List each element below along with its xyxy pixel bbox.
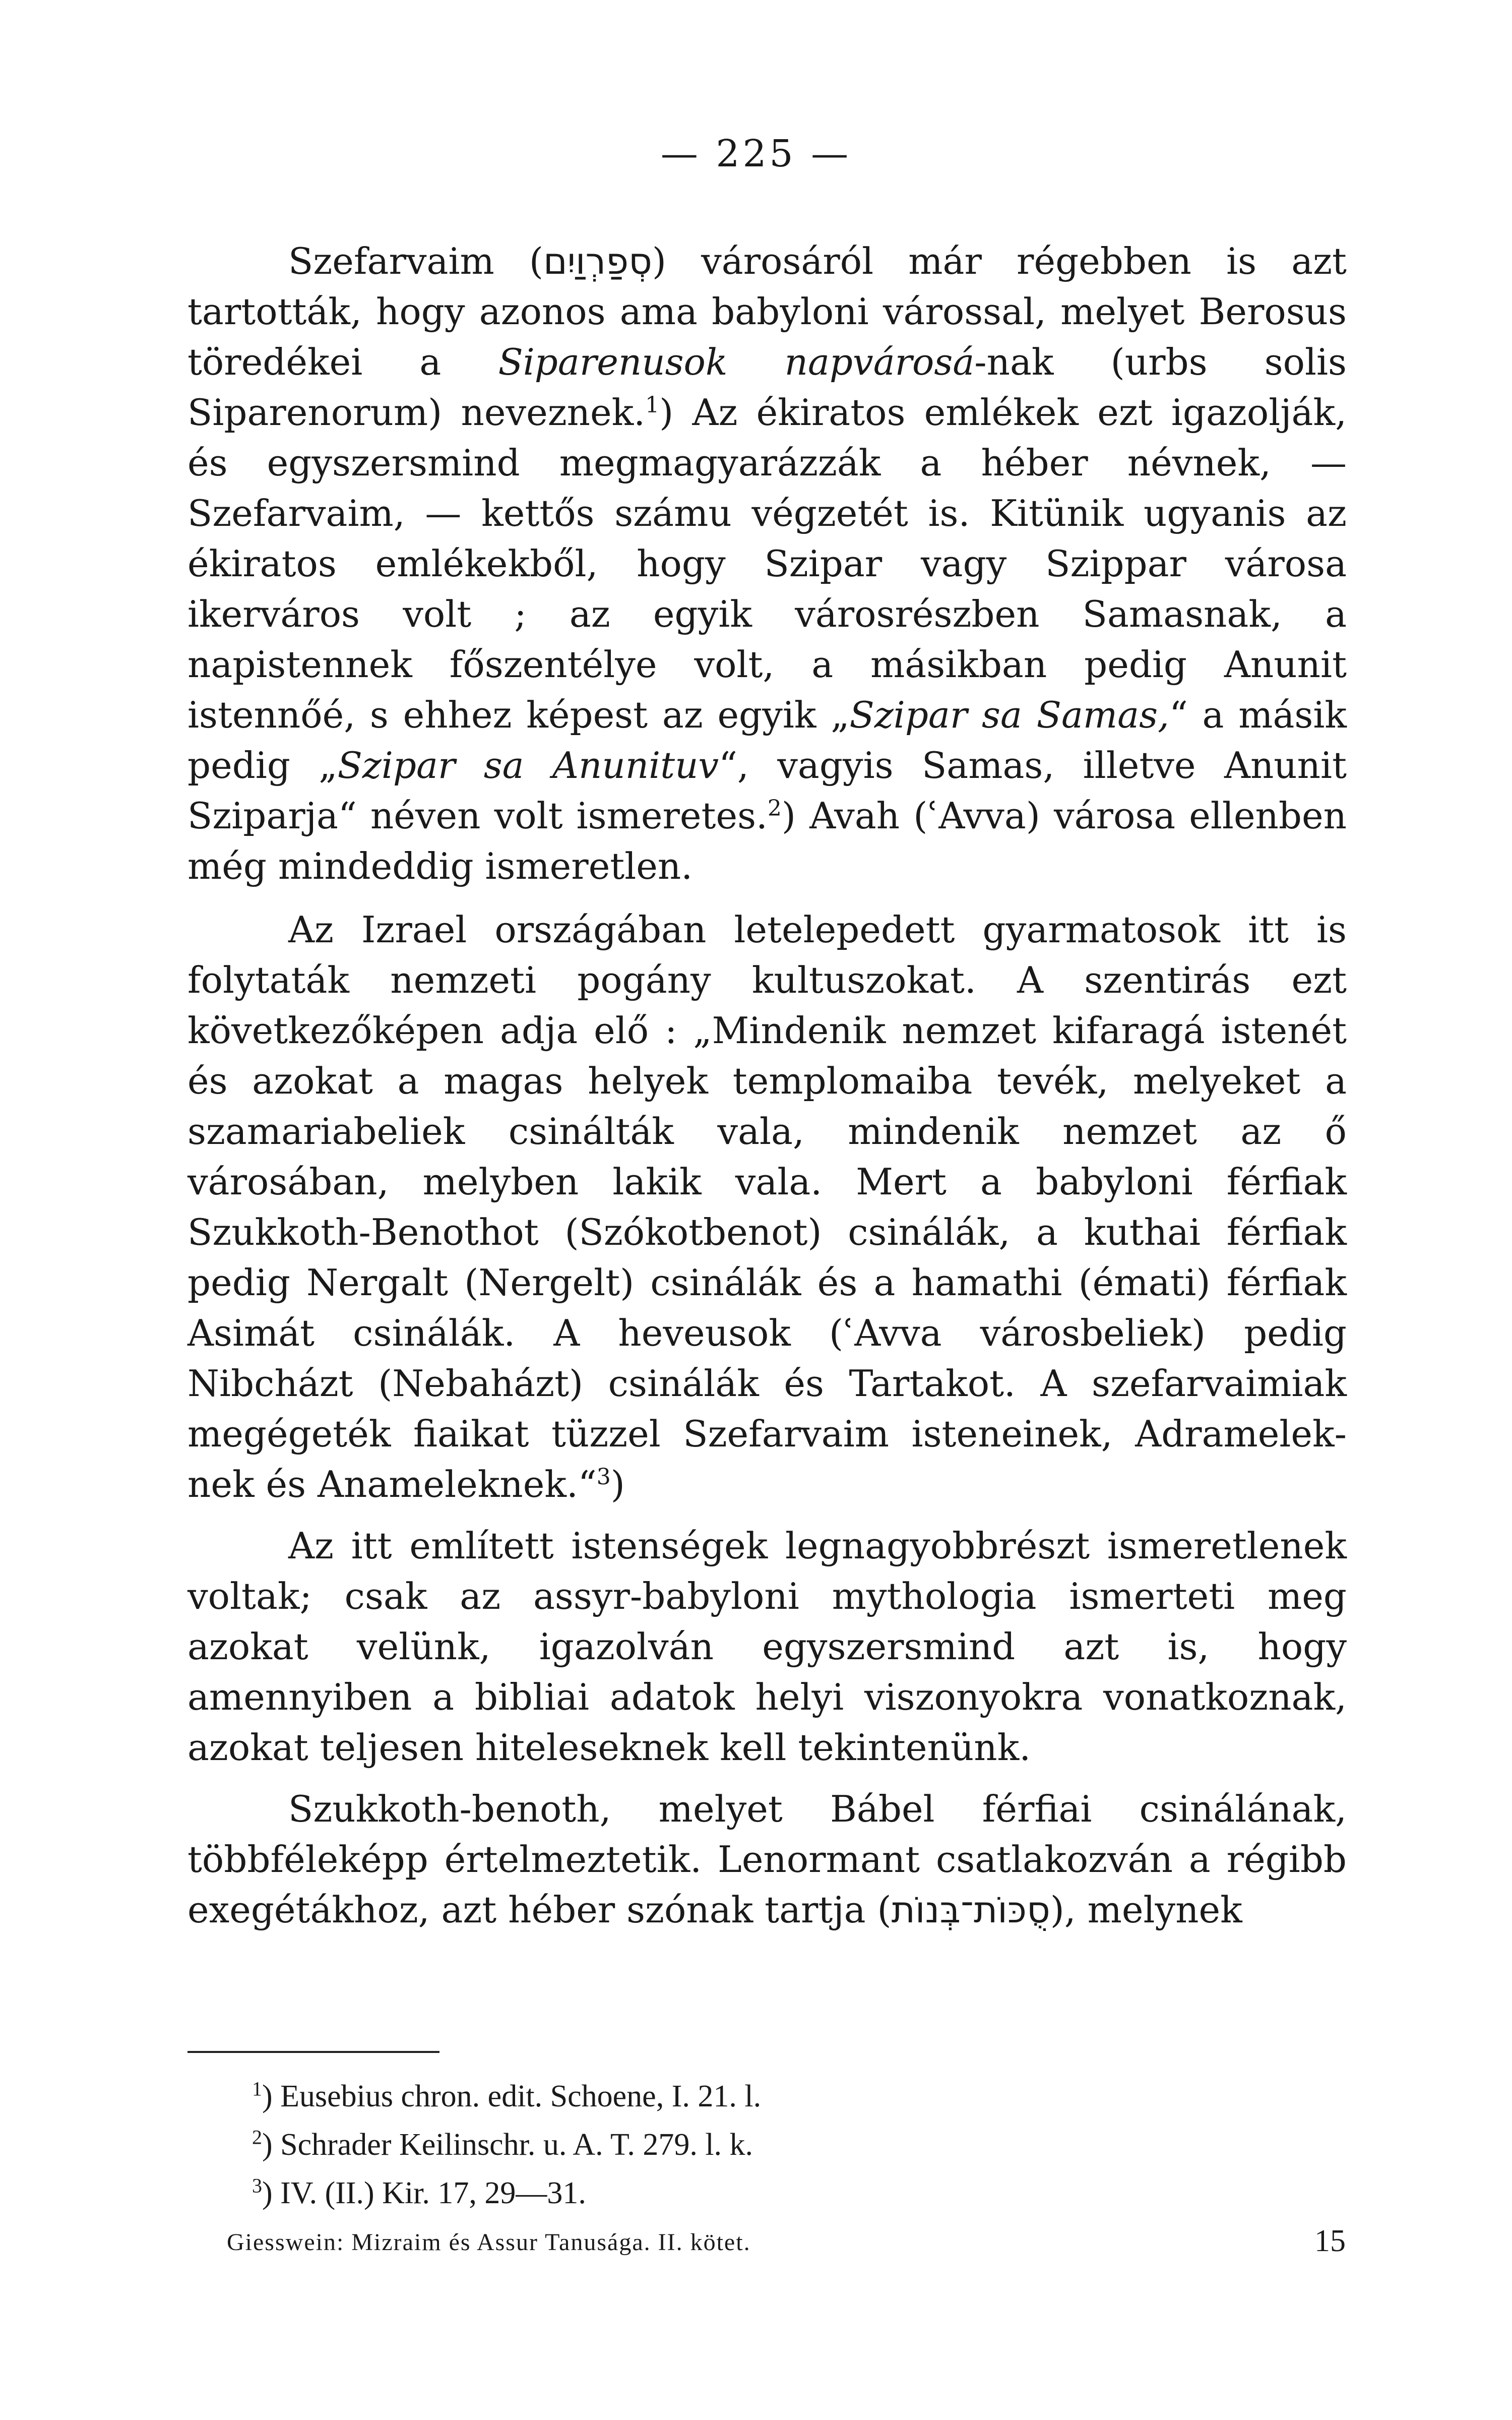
footnote: $^2$) Schrader Keilinschr. u. A. T. 279. l. k. [252, 2126, 753, 2162]
footnote-divider [187, 2051, 439, 2053]
signature-line: Giesswein: Mizraim és Assur Tanusága. II. kötet. [227, 2229, 751, 2256]
footnote-ref: 3 [596, 1464, 611, 1490]
hebrew-text: סְפַרְוַיִם [543, 240, 652, 282]
footnote: $^1$) Eusebius chron. edit. Schoene, I. 21. l. [252, 2077, 762, 2113]
paragraph-4: Szukkoth-benoth, melyet Bábel férfiai csinálának, többféleképp értelmeztetik. Lenormant csatlakozván a régibb exegétákhoz, azt héber szónak tartja (סֻכּוֹת־בְּנוֹת), melynek [187, 1788, 1347, 1931]
footnote: $^3$) IV. (II.) Kir. 17, 29—31. [252, 2174, 586, 2210]
signature-number: 15 [1314, 2224, 1346, 2258]
paragraph-1: Szefarvaim (סְפַרְוַיִם) városáról már régebben is azt tartották, hogy azonos ama babyloni várossal, melyet Berosus töredékei a Siparenusok napvárosá-nak (urbs solis Siparenorum) neveznek.$^1$) Az ékiratos emlékek ezt igazolják, és egyszersmind megmagyarázzák a héber névnek, — Szefarvaim, — kettős számu végzetét is. Kitünik ugyanis az ékiratos emlékekből, hogy Szipar vagy Szippar városa ikerváros volt ; az egyik városrészben Samasnak, a napistennek főszentélye volt, a másikban pedig Anunit istennőé, s ehhez képest az egyik „Szipar sa Samas,“ a másik pedig „Szipar sa Anunituv“, vagyis Samas, illetve Anunit Sziparja“ néven volt ismeretes.$^2$) Avah (ʿAvva) városa ellenben még mindeddig ismeretlen. [187, 240, 1347, 887]
footnote-ref: 2 [767, 796, 782, 821]
page-number: — 225 — [660, 132, 852, 175]
main-text [187, 236, 1347, 1946]
paragraph-3: Az itt említett istenségek legnagyobbrészt ismeretlenek voltak; csak az assyr-babyloni mythologia ismerteti meg azokat velünk, igazolván egyszersmind azt is, hogy amennyiben a bibliai adatok helyi viszonyokra vonatkoznak, azokat teljesen hiteleseknek kell tekintenünk. [187, 1525, 1347, 1769]
hebrew-text: סֻכּוֹת־בְּנוֹת [891, 1889, 1050, 1931]
footnote-ref: 1 [645, 392, 660, 418]
paragraph-2: Az Izrael országában letelepedett gyarmatosok itt is folytaták nemzeti pogány kultuszokat. A szentirás ezt következőképen adja elő : „Mindenik nemzet kifaragá istenét és azokat a magas helyek templomaiba tevék, melyeket a szamariabeliek csinálták vala, mindenik nemzet az ő városában, melyben lakik vala. Mert a babyloni férfiak Szukkoth-Benothot (Szókotbenot) csinálák, a kuthai férfiak pedig Nergalt (Nergelt) csinálák és a hamathi (émati) férfiak Asimát csinálák. A heveusok (ʿAvva városbeliek) pedig Nibcházt (Nebaházt) csinálák és Tartakot. A szefarvaimiak megégeték fiaikat tüzzel Szefarvaim isteneinek, Adrameleknek és Anameleknek.“$^3$) [187, 909, 1347, 1505]
footnotes [252, 2072, 1310, 2217]
